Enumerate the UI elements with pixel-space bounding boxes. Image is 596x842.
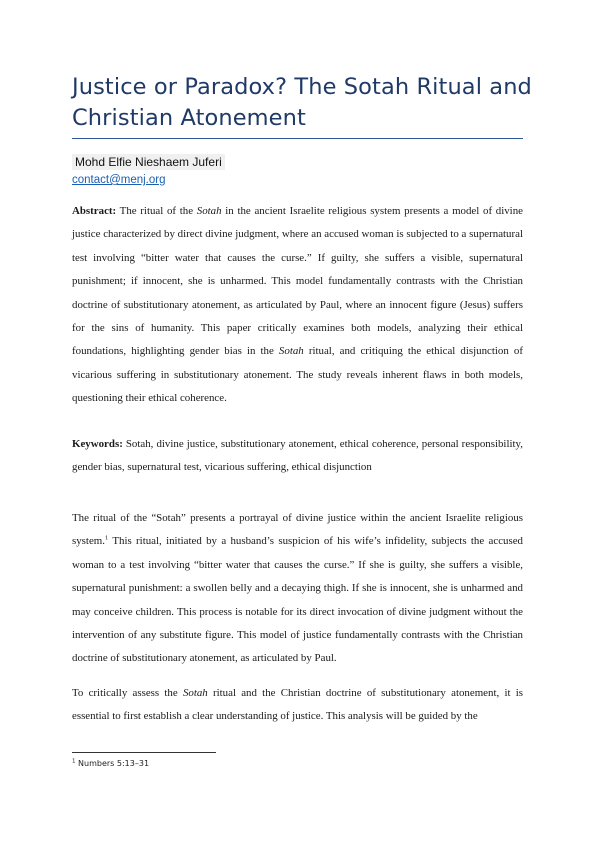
abstract xyxy=(72,200,523,411)
footnote-number: 1 xyxy=(72,758,76,765)
keywords xyxy=(72,433,523,480)
footnote-ref-1[interactable]: 1 xyxy=(104,534,109,542)
p1-text-b: This ritual, initiated by a husband’s suspicion of his wife’s infidelity, subjects the accused woman to a test involving “bitter water that causes the curse.” If she is guilty, she suffers a visible, supernatural punishment: a swollen belly and a decaying thigh. If she is innocent, she is unharmed and may conceive children. This process is notable for its direct invocation of divine judgment without the intervention of any substitute figure. This model of justice fundamentally contrasts with the Christian doctrine of substitutionary atonement, as articulated by Paul. xyxy=(72,535,523,665)
body-paragraph-1 xyxy=(72,507,523,671)
body-paragraph-2 xyxy=(72,682,523,729)
keywords-text: Sotah, divine justice, substitutionary atonement, ethical coherence, personal responsibility, gender bias, supernatural test, vicarious suffering, ethical disjunction xyxy=(72,438,523,474)
abstract-italic-1: Sotah xyxy=(196,205,222,217)
footnote-divider xyxy=(72,752,216,753)
p1-text-a: The ritual of the “Sotah” presents a portrayal of divine justice within the ancient Israelite religious system. xyxy=(72,512,523,548)
p2-italic: Sotah xyxy=(182,687,208,699)
title-divider xyxy=(72,138,523,139)
abstract-text-1: The ritual of the xyxy=(116,205,197,217)
p2-text-a: To critically assess the xyxy=(72,687,183,699)
paper-title: Justice or Paradox? The Sotah Ritual and Christian Atonement xyxy=(72,74,532,131)
keywords-label: Keywords: xyxy=(72,438,123,450)
footnote-1 xyxy=(72,758,149,770)
p2-text-b: ritual and the Christian doctrine of substitutionary atonement, it is essential to first establish a clear understanding of justice. This analysis will be guided by the xyxy=(72,687,523,723)
abstract-label: Abstract: xyxy=(72,205,117,217)
abstract-text-3: ritual, and critiquing the ethical disjunction of vicarious suffering in substitutionary atonement. The study reveals inherent flaws in both models, questioning their ethical coherence. xyxy=(72,345,523,405)
footnote-text: Numbers 5:13–31 xyxy=(75,759,150,768)
author-email-link[interactable]: contact@menj.org xyxy=(72,174,166,186)
abstract-italic-2: Sotah xyxy=(278,345,304,358)
abstract-text-2: in the ancient Israelite religious system presents a model of divine justice characterized by direct divine judgment, where an accused woman is subjected to a supernatural test involving “bitter water that causes the curse.” If guilty, she suffers a visible, supernatural punishment; if innocent, she is unharmed. This model fundamentally contrasts with the Christian doctrine of substitutionary atonement, as articulated by Paul, where an innocent figure (Jesus) suffers for the sins of humanity. This paper critically examines both models, analyzing their ethical foundations, highlighting gender bias in the xyxy=(72,205,523,358)
author-name: Mohd Elfie Nieshaem Juferi xyxy=(72,154,225,170)
